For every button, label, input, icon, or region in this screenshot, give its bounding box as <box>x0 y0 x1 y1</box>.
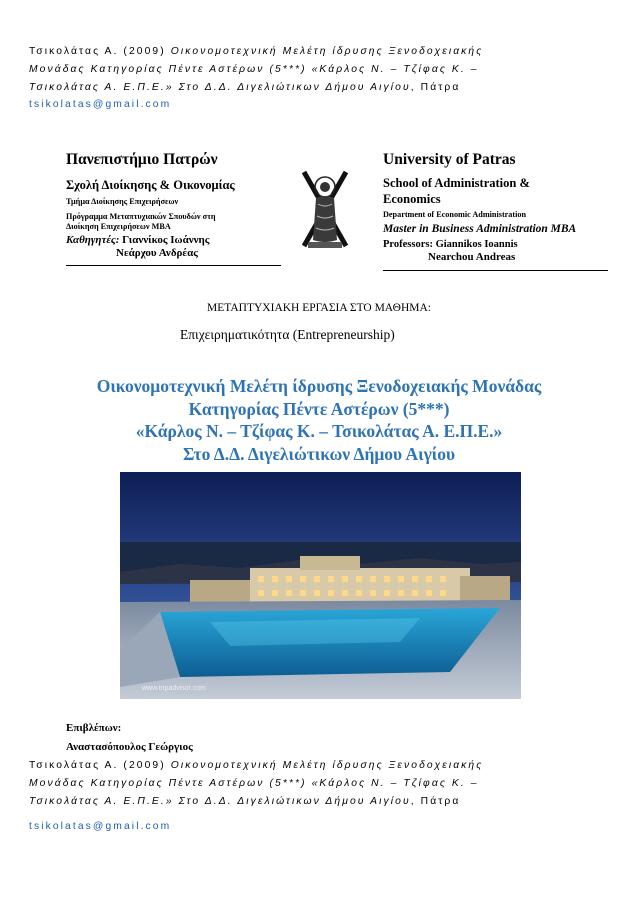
header-citation-line3: Τσικολάτας Α. Ε.Π.Ε.» Στο Δ.Δ. Διγελιώτικων Δήμου Αιγίου, Πάτρα <box>29 82 461 93</box>
saint-andrew-emblem-icon <box>300 168 350 250</box>
supervisor-label: Επιβλέπων: <box>66 722 122 734</box>
greek-university-block <box>66 150 281 260</box>
greek-department: Τμήμα Διοίκησης Επιχειρήσεων <box>66 197 179 206</box>
greek-professors: Καθηγητές: Γιαννίκος Ιωάννης <box>66 233 210 246</box>
header-citation-line1: Τσικολάτας Α. (2009) Οικονομοτεχνική Μελέτη ίδρυσης Ξενοδοχειακής <box>29 46 484 57</box>
footer-email-link[interactable]: tsikolatas@gmail.com <box>29 821 172 832</box>
english-school-line1: School of Administration & <box>383 176 530 190</box>
document-title <box>0 375 638 465</box>
greek-university-name: Πανεπιστήμιο Πατρών <box>66 151 218 168</box>
english-university-block <box>383 150 603 264</box>
greek-block-rule <box>66 265 281 266</box>
english-block-rule <box>383 270 608 271</box>
title-line3: «Κάρλος Ν. – Τζίφας Κ. – Τσικολάτας Α. Ε.Π.Ε.» <box>135 421 503 441</box>
greek-program-line2: Διοίκηση Επιχειρήσεων MBA <box>66 222 171 231</box>
supervisor-name: Αναστασόπουλος Γεώργιος <box>66 741 193 753</box>
title-line1: Οικονομοτεχνική Μελέτη ίδρυσης Ξενοδοχειακής Μονάδας <box>96 376 542 396</box>
greek-school-name: Σχολή Διοίκησης & Οικονομίας <box>66 178 235 192</box>
course-name: Επιχειρηματικότητα (Entrepreneurship) <box>180 327 395 342</box>
footer-citation-line1: Τσικολάτας Α. (2009) Οικονομοτεχνική Μελέτη ίδρυσης Ξενοδοχειακής <box>29 760 484 771</box>
english-professors: Professors: Giannikos Ioannis <box>383 238 518 250</box>
course-label: ΜΕΤΑΠΤΥΧΙΑΚΗ ΕΡΓΑΣΙΑ ΣΤΟ ΜΑΘΗΜΑ: <box>207 302 431 314</box>
header-citation-line2: Μονάδας Κατηγορίας Πέντε Αστέρων (5***) «Κάρλος Ν. – Τζίφας Κ. – <box>29 64 479 75</box>
english-department: Department of Economic Administration <box>383 210 527 219</box>
photo-watermark: www.tripadvisor.com <box>142 685 206 692</box>
english-school-line2: Economics <box>383 192 441 206</box>
title-line2: Κατηγορίας Πέντε Αστέρων (5***) <box>188 398 450 419</box>
title-line4: Στο Δ.Δ. Διγελιώτικων Δήμου Αιγίου <box>182 443 456 464</box>
english-professor-2: Nearchou Andreas <box>428 250 516 263</box>
hotel-photo <box>120 472 521 699</box>
header-email-link[interactable]: tsikolatas@gmail.com <box>29 99 172 110</box>
footer-citation-line2: Μονάδας Κατηγορίας Πέντε Αστέρων (5***) «Κάρλος Ν. – Τζίφας Κ. – <box>29 778 479 789</box>
greek-program-line1: Πρόγραμμα Μεταπτυχιακών Σπουδών στη <box>66 211 216 221</box>
header-citation <box>29 43 619 97</box>
english-master-program: Master in Business Administration MBA <box>383 222 577 235</box>
footer-citation-line3: Τσικολάτας Α. Ε.Π.Ε.» Στο Δ.Δ. Διγελιώτικων Δήμου Αιγίου, Πάτρα <box>29 796 461 807</box>
english-university-name: University of Patras <box>383 151 516 168</box>
footer-citation <box>29 757 619 811</box>
greek-professor-2: Νεάρχου Ανδρέας <box>116 246 198 259</box>
